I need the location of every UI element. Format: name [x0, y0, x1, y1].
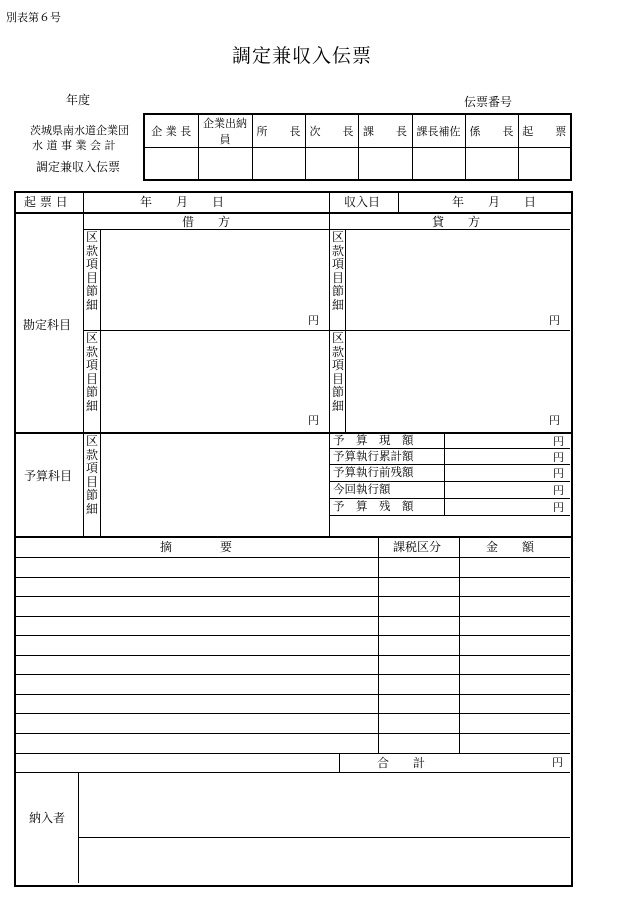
- total-yen: 円: [552, 756, 563, 769]
- approval-originator: 起 票: [518, 114, 571, 148]
- debit2-field[interactable]: [101, 331, 328, 431]
- receipt-date-field[interactable]: 年 月 日: [452, 195, 537, 209]
- stamp-box[interactable]: [305, 148, 358, 181]
- total-label: 合 計: [377, 756, 426, 770]
- stamp-box[interactable]: [412, 148, 465, 181]
- approval-director: 所 長: [252, 114, 305, 148]
- debit-header: 借 方: [182, 215, 231, 229]
- debit2-yen: 円: [308, 414, 319, 427]
- credit-header: 貸 方: [432, 215, 481, 229]
- budget-this-time-label: 今回執行額: [333, 482, 391, 496]
- debit1-field[interactable]: [101, 230, 328, 329]
- debit1-subject-labels: 区 款 項 目 節 細: [85, 230, 98, 312]
- budget-yen: 円: [553, 435, 564, 448]
- budget-label: 予算科目: [24, 469, 73, 483]
- stamp-box[interactable]: [465, 148, 518, 181]
- stamp-box[interactable]: [358, 148, 412, 181]
- credit2-field[interactable]: [346, 331, 569, 431]
- stamp-box[interactable]: [252, 148, 305, 181]
- credit2-yen: 円: [549, 414, 560, 427]
- total-amount-field[interactable]: [440, 754, 550, 771]
- budget-yen: 円: [553, 467, 564, 480]
- debit2-subject-labels: 区 款 項 目 節 細: [85, 331, 98, 413]
- budget-current-label: 予 算 現 額: [333, 433, 414, 447]
- issue-date-field[interactable]: 年 月 日: [140, 195, 225, 209]
- stamp-box[interactable]: [198, 148, 252, 181]
- payer-name-field[interactable]: [79, 838, 569, 882]
- payer-address-field[interactable]: [79, 773, 569, 836]
- stamp-box[interactable]: [518, 148, 571, 181]
- org-slip-name: 調定兼収入伝票: [36, 160, 121, 174]
- approval-treasurer: 企業出納員: [198, 114, 252, 148]
- budget-subject-labels: 区 款 項 目 節 細: [85, 434, 98, 516]
- approval-table: [143, 113, 572, 181]
- budget-yen: 円: [553, 451, 564, 464]
- summary-header: 摘 要: [160, 540, 233, 554]
- form-number: 別表第６号: [6, 11, 61, 24]
- approval-subsection-chief: 係 長: [465, 114, 518, 148]
- budget-balance-label: 予 算 残 額: [333, 499, 414, 513]
- credit1-subject-labels: 区 款 項 目 節 細: [331, 230, 344, 312]
- accounts-label: 勘定科目: [23, 318, 72, 332]
- credit2-subject-labels: 区 款 項 目 節 細: [331, 331, 344, 413]
- credit1-yen: 円: [549, 314, 560, 327]
- page-title: 調定兼収入伝票: [232, 45, 373, 67]
- tax-class-header: 課税区分: [393, 540, 442, 554]
- budget-subject-field[interactable]: [101, 434, 328, 535]
- approval-assistant-chief: 課長補佐: [412, 114, 465, 148]
- budget-pre-balance-label: 予算執行前残額: [333, 465, 414, 479]
- budget-yen: 円: [553, 484, 564, 497]
- credit1-field[interactable]: [346, 230, 569, 329]
- approval-deputy: 次 長: [305, 114, 358, 148]
- amount-header: 金 額: [486, 540, 535, 554]
- stamp-box[interactable]: [144, 148, 198, 181]
- slip-number-label: 伝票番号: [464, 95, 513, 109]
- budget-cumulative-label: 予算執行累計額: [333, 449, 414, 463]
- approval-president: 企 業 長: [144, 114, 198, 148]
- budget-yen: 円: [553, 501, 564, 514]
- fiscal-year-label: 年度: [66, 93, 91, 107]
- receipt-date-label: 収入日: [344, 195, 381, 209]
- payer-label: 納入者: [29, 811, 66, 825]
- org-account: 水 道 事 業 会 計: [32, 139, 116, 152]
- org-name: 茨城県南水道企業団: [30, 124, 129, 137]
- approval-section-chief: 課 長: [358, 114, 412, 148]
- debit1-yen: 円: [308, 314, 319, 327]
- issue-date-label: 起 票 日: [24, 195, 68, 209]
